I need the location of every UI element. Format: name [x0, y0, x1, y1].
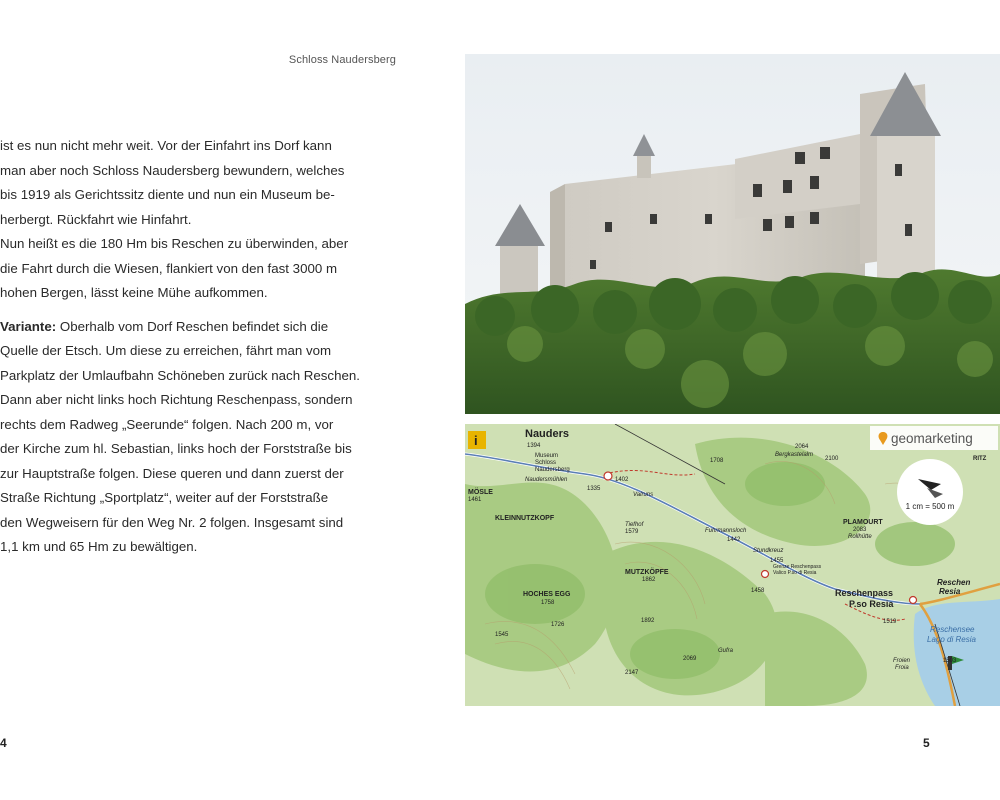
- body-text: [0, 134, 392, 560]
- map-label: Reschen: [937, 578, 971, 587]
- map-label: 1402: [615, 477, 629, 483]
- marker-icon: [604, 472, 612, 480]
- map-label: MUTZKÖPFE: [625, 569, 669, 576]
- map-label: Stundkreuz: [753, 548, 784, 554]
- castle-photo: [465, 54, 1000, 414]
- text-line: hohen Bergen, lässt keine Mühe aufkommen.: [0, 285, 268, 300]
- text-line: man aber noch Schloss Naudersberg bewundern, welches: [0, 162, 345, 178]
- map-label: RITZ: [973, 456, 987, 462]
- map-label: Gufra: [718, 648, 734, 654]
- paragraph-2: [0, 232, 392, 306]
- map-label: Nauders: [525, 428, 570, 440]
- map-label: Grenze Reschenpass: [773, 564, 822, 570]
- running-header: Schloss Naudersberg: [288, 54, 396, 66]
- text-line: zur Hauptstraße folgen. Diese queren und dann zuerst der: [0, 465, 344, 481]
- map-label: 1458: [751, 588, 765, 594]
- map-label: Lago di Resia: [927, 635, 976, 644]
- map-label: Rollhütte: [848, 534, 872, 540]
- map-label: Reschensee: [930, 625, 975, 634]
- map-label: Museum: [535, 453, 559, 459]
- map-label: Resia: [939, 587, 961, 596]
- text-line: Parkplatz der Umlaufbahn Schöneben zurück nach Reschen.: [0, 367, 360, 383]
- map-label: 2064: [795, 444, 809, 450]
- text-line: Quelle der Etsch. Um diese zu erreichen, fährt man vom: [0, 343, 332, 358]
- route-map: [465, 424, 1000, 706]
- map-label: Valico P.so di Resia: [773, 570, 817, 576]
- paragraph-variante: [0, 315, 392, 560]
- text-line: Dann aber nicht links hoch Richtung Reschenpass, sondern: [0, 392, 353, 407]
- map-label: P.so Resia: [849, 599, 894, 609]
- map-label: Tiefhof: [625, 522, 644, 528]
- text-line: Oberhalb vom Dorf Reschen befindet sich die: [56, 318, 329, 334]
- map-label: Valruns: [633, 492, 654, 498]
- map-label: 2100: [825, 456, 839, 462]
- map-label: 1519: [883, 619, 897, 625]
- map-label: 1862: [642, 577, 656, 583]
- map-label: 1394: [527, 443, 541, 449]
- text-line: bis 1919 als Gerichtssitz diente und nun ein Museum be-: [0, 187, 335, 202]
- page-number-right: 5: [923, 736, 930, 750]
- map-label: Froien: [893, 658, 911, 664]
- text-line: den Wegweisern für den Weg Nr. 2 folgen. Insgesamt sind: [0, 514, 344, 530]
- map-label: 1579: [625, 529, 639, 535]
- map-label: 2069: [683, 656, 697, 662]
- map-label: 1442: [727, 537, 741, 543]
- variante-label: Variante:: [0, 318, 57, 334]
- map-label: 1503: [943, 658, 957, 664]
- map-label: HOCHES EGG: [523, 591, 571, 598]
- text-line: Nun heißt es die 180 Hm bis Reschen zu überwinden, aber: [0, 236, 349, 251]
- map-label: 1545: [495, 632, 509, 638]
- page-number-left: 4: [0, 736, 7, 750]
- text-line: herbergt. Rückfahrt wie Hinfahrt.: [0, 211, 192, 227]
- map-label: Reschenpass: [835, 588, 894, 598]
- map-label: 1708: [710, 458, 724, 464]
- text-line: Straße Richtung „Sportplatz“, weiter auf der Forststraße: [0, 490, 329, 505]
- text-line: ist es nun nicht mehr weit. Vor der Einfahrt ins Dorf kann: [0, 138, 332, 153]
- map-label: 1461: [468, 497, 482, 503]
- map-label: Bergkastelalm: [775, 452, 814, 458]
- map-label: Fuhrmannsloch: [705, 528, 747, 534]
- text-line: 1,1 km und 65 Hm zu bewältigen.: [0, 539, 198, 554]
- map-label: Schloss: [535, 460, 557, 466]
- map-label: Froia: [895, 665, 909, 671]
- paragraph-1: [0, 134, 392, 232]
- map-label: 2083: [853, 527, 867, 533]
- map-brand: geomarketing: [891, 431, 973, 446]
- map-label: KLEINNUTZKOPF: [495, 515, 555, 522]
- map-label: 2147: [625, 670, 639, 676]
- map-scale: 1 cm = 500 m: [905, 502, 955, 511]
- map-label: 1892: [641, 618, 655, 624]
- map-label: 1726: [551, 622, 565, 628]
- map-label: 1335: [587, 486, 601, 492]
- text-line: die Fahrt durch die Wiesen, flankiert von den fast 3000 m: [0, 260, 338, 276]
- text-line: der Kirche zum hl. Sebastian, links hoch der Forststraße bis: [0, 441, 352, 456]
- map-label: 1455: [770, 558, 784, 564]
- map-label: PLAMOURT: [843, 519, 883, 526]
- map-label: MÖSLE: [468, 489, 493, 496]
- map-label: Naudersberg: [535, 467, 570, 473]
- svg-text:i: i: [474, 433, 478, 448]
- text-line: rechts dem Radweg „Seerunde“ folgen. Nach 200 m, vor: [0, 416, 334, 432]
- map-label: 1758: [541, 600, 555, 606]
- map-label: Naudersmühlen: [525, 477, 568, 483]
